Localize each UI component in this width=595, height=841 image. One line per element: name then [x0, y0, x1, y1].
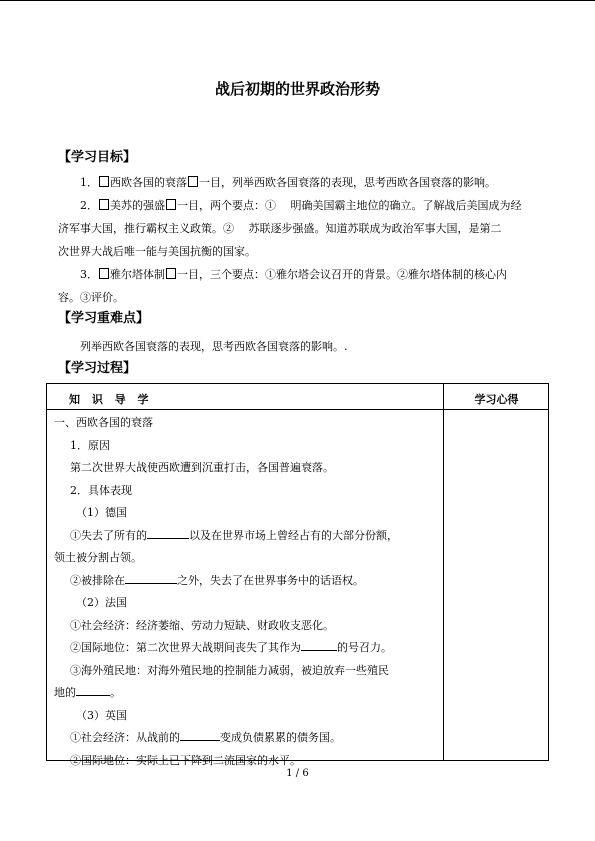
- table-row: ①社会经济：从战前的 变成负债累累的债务国。: [54, 727, 438, 750]
- checkbox-icon: [99, 199, 109, 210]
- checkbox-icon: [166, 199, 176, 210]
- table-header-divider: [47, 409, 548, 410]
- checkbox-icon: [188, 176, 198, 187]
- table-row: （1）德国: [76, 506, 127, 519]
- heading-key-points: 【学习重难点】: [58, 311, 150, 326]
- table-header-notes: 学习心得: [474, 393, 519, 406]
- key-points-text: 列举西欧各国衰落的表现，思考西欧各国衰落的影响。.: [80, 340, 348, 353]
- fill-blank[interactable]: [180, 728, 220, 741]
- fill-blank[interactable]: [301, 638, 337, 651]
- table-row: ①社会经济：经济萎缩、劳动力短缺、财政收支恶化。: [70, 618, 334, 632]
- checkbox-icon: [99, 268, 109, 279]
- table-row: 领土被分割占领。: [54, 551, 142, 564]
- goal-1: 1． 西欧各国的衰落 一目，列举西欧各国衰落的表现，思考西欧各国衰落的影响。: [80, 176, 496, 189]
- table-row: （2）法国: [76, 596, 127, 609]
- goal-3-line-1: 3． 雅尔塔体制 一目，三个要点：①雅尔塔会议召开的背景。②雅尔塔体制的核心内: [80, 268, 507, 281]
- goal-2-line-1: 2． 美苏的强盛 一目，两个要点：① 明确美国霸主地位的确立。了解战后美国成为经: [80, 199, 522, 212]
- goal-3-line-2: 容。③评价。: [58, 291, 124, 304]
- table-row: ②国际地位：实际上已下降到二流国家的水平。: [70, 753, 301, 767]
- checkbox-icon: [99, 176, 109, 187]
- page-title: 战后初期的世界政治形势: [214, 80, 380, 98]
- top-rule: [0, 0, 595, 1]
- page-number: 1 / 6: [286, 768, 309, 779]
- table-row: ①失去了所有的 以及在世界市场上曾经占有的大部分份额，: [54, 525, 438, 548]
- table-row: 一、西欧各国的衰落: [54, 416, 153, 429]
- table-row: 1．原因: [70, 438, 110, 452]
- fill-blank[interactable]: [125, 571, 177, 584]
- table-row: ③海外殖民地：对海外殖民地的控制能力减弱，被迫放弃一些殖民: [70, 663, 389, 677]
- goal-2-line-3: 次世界大战后唯一能与美国抗衡的国家。: [58, 245, 256, 258]
- table-row: （3）英国: [76, 708, 127, 722]
- table-row: ②被排除在 之外，失去了在世界事务中的话语权。: [54, 570, 438, 593]
- study-table: [46, 383, 549, 767]
- table-row: ②国际地位：第二次世界大战期间丧失了其作为 的号召力。: [54, 637, 438, 660]
- goal-2-line-2: 济军事大国，推行霸权主义政策。② 苏联逐步强盛。知道苏联成为政治军事大国，是第二: [58, 222, 502, 235]
- goals-section: [58, 171, 536, 309]
- heading-goals: 【学习目标】: [58, 150, 137, 165]
- checkbox-icon: [166, 268, 176, 279]
- heading-process: 【学习过程】: [58, 361, 137, 376]
- table-header-knowledge: 知 识 导 学: [69, 393, 153, 406]
- table-row: 2．具体表现: [70, 483, 132, 497]
- fill-blank[interactable]: [76, 683, 110, 696]
- table-row: 地的 。: [54, 682, 438, 705]
- table-column-divider: [443, 384, 444, 760]
- table-content: [54, 412, 438, 772]
- table-row: 第二次世界大战使西欧遭到沉重打击，各国普遍衰落。: [70, 461, 334, 474]
- fill-blank[interactable]: [147, 526, 189, 539]
